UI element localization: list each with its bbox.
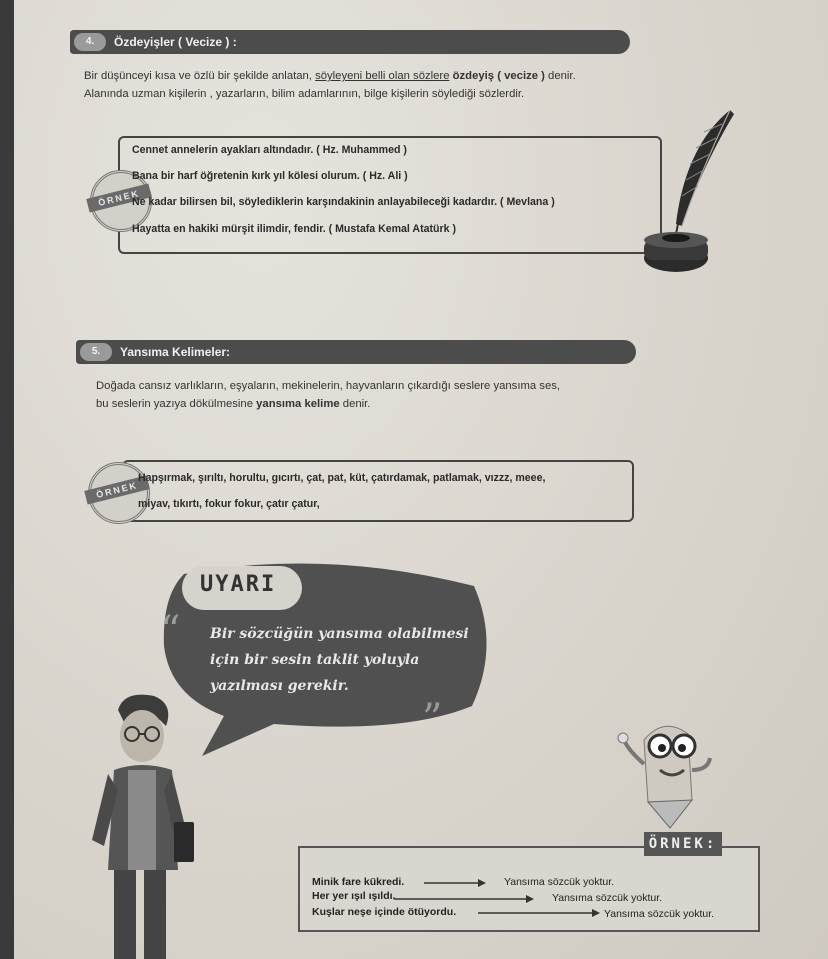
example-2-sentence: Her yer ışıl ışıldı. bbox=[312, 890, 396, 902]
section-5-header bbox=[76, 340, 636, 364]
worksheet-page bbox=[14, 0, 828, 959]
arrow-icon bbox=[394, 894, 534, 904]
warning-line-2: için bir sesin taklit yoluyla bbox=[210, 652, 420, 668]
boy-character-icon bbox=[74, 690, 204, 959]
arrow-icon bbox=[478, 908, 600, 918]
onomatopoeia-box bbox=[122, 460, 634, 522]
example-3-sentence: Kuşlar neşe içinde ötüyordu. bbox=[312, 906, 457, 918]
quote-1: Cennet annelerin ayakları altındadır. ( Hz. Muhammed ) bbox=[132, 144, 407, 156]
quote-2: Bana bir harf öğretenin kırk yıl kölesi olurum. ( Hz. Ali ) bbox=[132, 170, 408, 182]
section-5-number: 5. bbox=[80, 343, 112, 361]
stamp-label: ÖRNEK bbox=[84, 475, 149, 504]
example-label: ÖRNEK: bbox=[644, 832, 722, 856]
warning-line-1: Bir sözcüğün yansıma olabilmesi bbox=[210, 626, 469, 642]
text-part: denir. bbox=[339, 398, 371, 410]
example-1-sentence: Minik fare kükredi. bbox=[312, 876, 405, 888]
quote-3: Ne kadar bilirsen bil, söylediklerin karşındakinin anlayabileceği kadardır. ( Mevlana ) bbox=[132, 196, 555, 208]
section-4-header bbox=[70, 30, 630, 54]
section-5-paragraph-1: Doğada cansız varlıkların, eşyaların, mekinelerin, hayvanların çıkardığı seslere yansıma ses, bbox=[96, 380, 561, 392]
section-4-paragraph-2: Alanında uzman kişilerin , yazarların, bilim adamlarının, bilge kişilerin söylediği sözlerdir. bbox=[84, 88, 525, 100]
bold-term: yansıma kelime bbox=[256, 398, 340, 410]
warning-title: UYARI bbox=[200, 572, 277, 597]
onomatopoeia-line-1: Hapşırmak, şırıltı, horultu, gıcırtı, çat, pat, küt, çatırdamak, patlamak, vızzz, meee, bbox=[138, 472, 546, 484]
underlined-text: söyleyeni belli olan sözlere bbox=[315, 70, 450, 82]
section-4-paragraph-1 bbox=[84, 68, 576, 85]
section-4-number: 4. bbox=[74, 33, 106, 51]
text-part: bu seslerin yazıya dökülmesine bbox=[96, 398, 257, 410]
example-3-result: Yansıma sözcük yoktur. bbox=[604, 908, 715, 920]
text-part: denir. bbox=[544, 70, 576, 82]
text-part: Bir düşünceyi kısa ve özlü bir şekilde anlatan, bbox=[84, 70, 316, 82]
quote-mark-icon: “ bbox=[160, 608, 181, 654]
bold-term: özdeyiş ( vecize ) bbox=[449, 70, 545, 82]
onomatopoeia-line-2: miyav, tıkırtı, fokur fokur, çatır çatur, bbox=[138, 498, 320, 510]
pencil-mascot-icon bbox=[614, 710, 724, 830]
quote-4: Hayatta en hakiki mürşit ilimdir, fendir. ( Mustafa Kemal Atatürk ) bbox=[132, 223, 456, 235]
arrow-icon bbox=[424, 878, 486, 888]
stamp-label: ÖRNEK bbox=[86, 183, 151, 212]
example-2-result: Yansıma sözcük yoktur. bbox=[552, 892, 663, 904]
example-1-result: Yansıma sözcük yoktur. bbox=[504, 876, 615, 888]
section-5-title: Yansıma Kelimeler: bbox=[120, 345, 231, 359]
warning-line-3: yazılması gerekir. bbox=[210, 678, 349, 694]
quill-inkwell-icon bbox=[630, 104, 740, 294]
quote-mark-icon: ” bbox=[422, 696, 443, 742]
section-5-paragraph-2 bbox=[96, 396, 370, 413]
section-4-title: Özdeyişler ( Vecize ) : bbox=[114, 35, 237, 49]
